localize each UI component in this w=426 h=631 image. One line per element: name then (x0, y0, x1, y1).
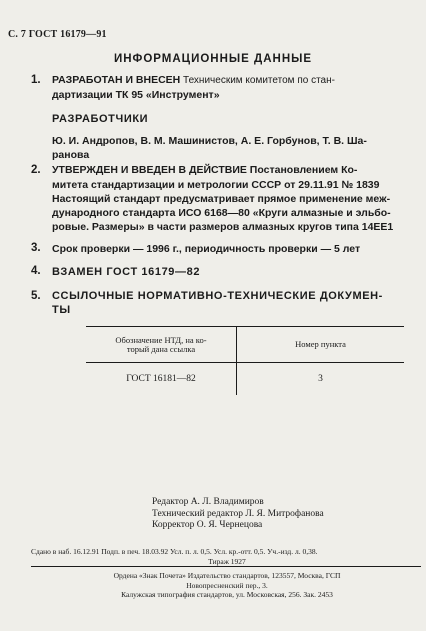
item-2-line2: митета стандартизации и метрологии СССР от 29.11.91 № 1839 (52, 179, 380, 191)
item-1 (52, 73, 412, 102)
item-number-5: 5. (31, 290, 41, 302)
developers-list (52, 134, 412, 162)
item-number-2: 2. (31, 164, 41, 176)
publisher-line2: Новопресненский пер., 3. (186, 580, 268, 590)
publisher-block (31, 571, 423, 600)
item-2-line1: Постановлением Ко- (246, 164, 358, 176)
item-4-text: ВЗАМЕН ГОСТ 16179—82 (52, 266, 201, 278)
developers-line2: ранова (52, 149, 90, 161)
col-doc-header (86, 327, 237, 363)
item-5 (52, 289, 412, 317)
item-1-lead: РАЗРАБОТАН И ВНЕСЕН (52, 74, 181, 86)
print-info (31, 547, 423, 566)
col-doc-header-line1: Обозначение НТД, на ко- (115, 334, 207, 345)
editors-block (152, 497, 324, 532)
item-1-line2: дартизации ТК 95 «Инструмент» (52, 89, 220, 101)
print-info-line1: Сдано в наб. 16.12.91 Подп. в печ. 18.03.92 Усл. п. л. 0,5. Усл. кр.-отт. 0,5. Уч.-изд. л. 0,38. (31, 547, 318, 556)
ref-doc-cell: ГОСТ 16181—82 (86, 363, 237, 396)
item-number-4: 4. (31, 265, 41, 277)
item-number-1: 1. (31, 74, 41, 86)
reference-table (86, 326, 404, 395)
publisher-line1: Ордена «Знак Почета» Издательство стандартов, 123557, Москва, ГСП (113, 571, 341, 580)
col-doc-header-line2: торый дана ссылка (126, 343, 196, 354)
item-2-line5: ровые. Размеры» в части размеров алмазных кругов типа 14ЕЕ1 (52, 221, 394, 233)
item-3-text: Срок проверки — 1996 г., периодичность проверки — 5 лет (52, 243, 361, 255)
item-2-line4: дународного стандарта ИСО 6168—80 «Круги алмазные и эльбо- (52, 207, 391, 219)
ref-clause-cell: 3 (318, 374, 323, 384)
print-run: Тираж 1927 (208, 556, 246, 566)
developers-heading: РАЗРАБОТЧИКИ (52, 113, 149, 125)
table-row (86, 363, 404, 396)
proofreader-line: Корректор О. Я. Чернецова (152, 520, 263, 530)
page-title: ИНФОРМАЦИОННЫЕ ДАННЫЕ (113, 53, 313, 65)
item-5-line2: ТЫ (52, 304, 71, 316)
footer-divider (31, 566, 421, 567)
tech-editor-line: Технический редактор Л. Я. Митрофанова (152, 508, 324, 519)
item-2-line3: Настоящий стандарт предусматривает прямое применение меж- (52, 193, 391, 205)
col-clause-header: Номер пункта (237, 327, 405, 363)
item-2 (52, 163, 412, 234)
item-5-line1: ССЫЛОЧНЫЕ НОРМАТИВНО-ТЕХНИЧЕСКИЕ ДОКУМЕН- (52, 290, 383, 302)
page-header: С. 7 ГОСТ 16179—91 (8, 29, 107, 40)
item-1-line1: Техническим комитетом по стан- (180, 75, 335, 86)
developers-line1: Ю. И. Андропов, В. М. Машинистов, А. Е. Горбунов, Т. В. Ша- (52, 135, 367, 147)
item-2-lead: УТВЕРЖДЕН И ВВЕДЕН В ДЕЙСТВИЕ (52, 164, 247, 176)
publisher-line3: Калужская типография стандартов, ул. Московская, 256. Зак. 2453 (121, 590, 333, 599)
editor-line: Редактор А. Л. Владимиров (152, 497, 264, 507)
item-number-3: 3. (31, 242, 41, 254)
table-header-row (86, 327, 404, 363)
